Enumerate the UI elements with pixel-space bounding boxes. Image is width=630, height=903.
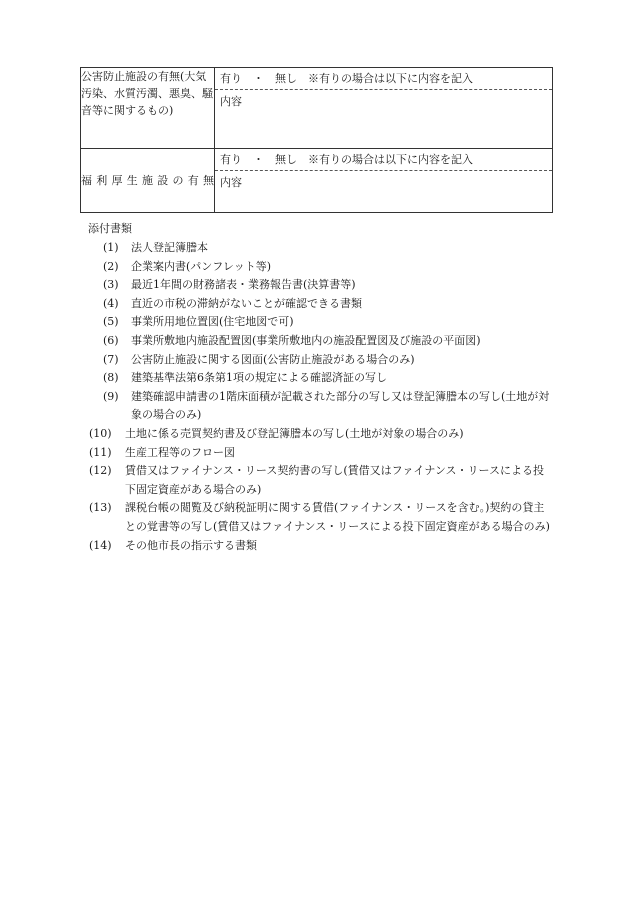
item-number: (7) xyxy=(103,352,119,366)
welfare-facility-value xyxy=(215,149,553,213)
item-text: 最近1年間の財務諸表・業務報告書(決算書等) xyxy=(131,278,356,292)
list-item xyxy=(103,369,553,388)
item-number: (3) xyxy=(103,278,119,292)
item-number: (11) xyxy=(89,445,112,459)
list-item xyxy=(103,313,553,332)
list-item xyxy=(103,388,553,425)
attachments-section xyxy=(88,221,132,236)
pollution-facility-content-label: 内容 xyxy=(220,95,242,108)
list-item xyxy=(103,276,553,295)
list-item xyxy=(89,444,553,463)
list-item xyxy=(103,295,553,314)
item-text: 建築基準法第6条第1項の規定による確認済証の写し xyxy=(131,371,387,385)
item-number: (4) xyxy=(103,296,119,310)
item-text: 事業所用地位置図(住宅地図で可) xyxy=(131,315,294,329)
item-number: (13) xyxy=(89,501,112,515)
welfare-facility-content-label: 内容 xyxy=(220,176,242,189)
item-text: 事業所敷地内施設配置図(事業所敷地内の施設配置図及び施設の平面図) xyxy=(131,333,481,347)
pollution-facility-value xyxy=(215,68,553,149)
list-item xyxy=(103,239,553,258)
list-item xyxy=(103,258,553,277)
list-item xyxy=(89,537,553,556)
item-number: (6) xyxy=(103,333,119,347)
item-number: (12) xyxy=(89,464,112,478)
list-item xyxy=(103,351,553,370)
item-number: (5) xyxy=(103,315,119,329)
pollution-facility-options: 有り ・ 無し ※有りの場合は以下に内容を記入 xyxy=(215,68,552,90)
attachments-list xyxy=(89,239,553,555)
item-text: 法人登記簿謄本 xyxy=(131,241,208,254)
item-number: (9) xyxy=(103,389,119,403)
item-text: その他市長の指示する書類 xyxy=(125,538,257,552)
item-number: (1) xyxy=(103,241,119,254)
facility-table xyxy=(80,67,553,213)
item-number: (2) xyxy=(103,259,119,273)
item-number: (8) xyxy=(103,371,119,385)
list-item xyxy=(89,462,553,499)
pollution-facility-row xyxy=(81,68,553,149)
list-item xyxy=(89,499,553,536)
item-number: (14) xyxy=(89,538,112,552)
attachments-title: 添付書類 xyxy=(88,222,132,235)
item-text: 建築確認申請書の1階床面積が記載された部分の写し又は登記簿謄本の写し(土地が対象の場合のみ) xyxy=(131,389,550,422)
item-text: 直近の市税の滞納がないことが確認できる書類 xyxy=(131,296,362,310)
list-item xyxy=(89,425,553,444)
welfare-facility-options: 有り ・ 無し ※有りの場合は以下に内容を記入 xyxy=(215,149,552,171)
item-text: 賃借又はファイナンス・リース契約書の写し(賃借又はファイナンス・リースによる投下固定資産がある場合のみ) xyxy=(125,464,544,496)
item-text: 企業案内書(パンフレット等) xyxy=(131,259,272,273)
list-item xyxy=(103,332,553,351)
item-text: 土地に係る売買契約書及び登記簿謄本の写し(土地が対象の場合のみ) xyxy=(125,426,464,440)
pollution-facility-label: 公害防止施設の有無(大気汚染、水質汚濁、悪臭、騒音等に関するもの) xyxy=(81,68,215,149)
item-text: 課税台帳の閲覧及び納税証明に関する賃借(ファイナンス・リースを含む。)契約の貸主との覚書等の写し(賃借又はファイナンス・リースによる投下固定資産がある場合のみ) xyxy=(125,501,550,533)
welfare-facility-row xyxy=(81,149,553,213)
item-number: (10) xyxy=(89,426,112,440)
item-text: 生産工程等のフロー図 xyxy=(125,445,235,459)
welfare-facility-label: 福利厚生施設の有無 xyxy=(81,149,215,213)
item-text: 公害防止施設に関する図面(公害防止施設がある場合のみ) xyxy=(131,352,415,366)
